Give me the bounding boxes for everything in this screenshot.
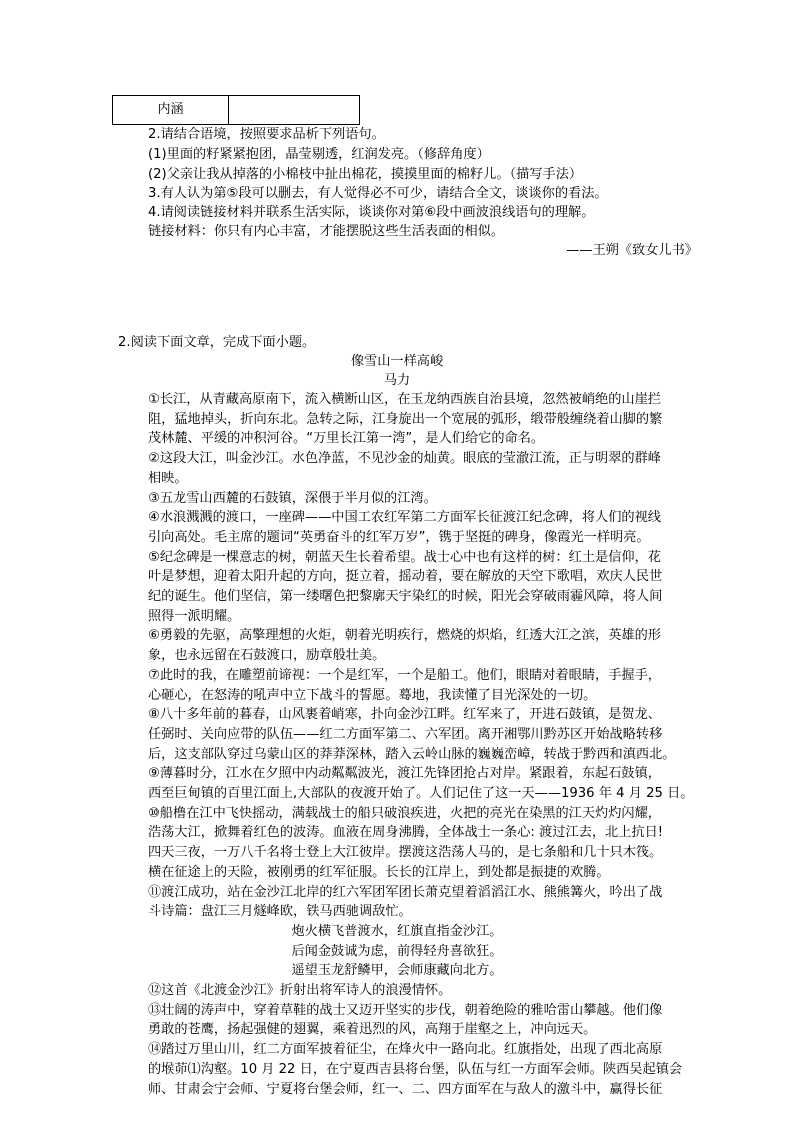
paragraph-line: ⑨薄暮时分，江水在夕照中内动粼粼波光，渡江先锋团抢占对岸。紧跟着，东起石鼓镇， bbox=[148, 766, 661, 782]
paragraph-line: ⑩船橹在江中飞快摇动，满载战士的船只破浪疾进，火把的亮光在染黑的江天灼灼闪耀， bbox=[148, 805, 661, 821]
paragraph-line: ⑪渡江成功，站在金沙江北岸的红六军团军团长萧克望着滔滔江水、熊熊篝火，吟出了战 bbox=[148, 884, 663, 900]
question-3: 3.有人认为第⑤段可以删去，有人觉得必不可少，请结合全文，谈谈你的看法。 bbox=[148, 186, 608, 201]
paragraph-line: ⑥勇毅的先驱，高擎理想的火炬，朝着光明疾行，燃烧的炽焰，红透大江之滨，英雄的形 bbox=[148, 628, 661, 644]
paragraph-line: 师、甘肃会宁会师、宁夏将台堡会师，红一、二、四方面军在与敌人的激斗中，赢得长征 bbox=[148, 1081, 663, 1097]
article-author: 马力 bbox=[383, 373, 411, 388]
question-4: 4.请阅读链接材料并联系生活实际，谈谈你对第⑥段中画波浪线语句的理解。 bbox=[148, 205, 595, 220]
paragraph-line: 心砸心，在怒涛的吼声中立下战斗的誓愿。蓦地，我读懂了目光深处的一切。 bbox=[148, 687, 597, 703]
paragraph-line: 斗诗篇：盘江三月燧峰欧，铁马西驰调敌忙。 bbox=[148, 904, 412, 920]
paragraph-line: 横在征途上的天险，被刚勇的红军征服。长长的江岸上，到处都是振捷的欢腾。 bbox=[148, 864, 610, 880]
paragraph-line: ⑧八十多年前的暮春，山风裹着峭寒，扑向金沙江畔。红军来了，开进石鼓镇，是贺龙、 bbox=[148, 707, 661, 723]
paragraph-line: ⑬壮阔的涛声中，穿着草鞋的战士又迈开坚实的步伐，朝着绝险的雅哈雷山攀越。他们像 bbox=[148, 1002, 663, 1018]
answer-table bbox=[112, 95, 360, 125]
paragraph-line: 引向高处。毛主席的题词“英勇奋斗的红军万岁”，镌于坚挺的碑身，像霞光一样明亮。 bbox=[148, 529, 650, 545]
paragraph-line: 茂林麓、平缓的冲积河谷。“万里长江第一湾”，是人们给它的命名。 bbox=[148, 431, 545, 447]
paragraph-line: 的堠茆⑴沟壑。10 月 22 日，在宁夏西吉县将台堡，队伍与红一方面军会师。陕西吴起镇会 bbox=[148, 1061, 683, 1077]
paragraph-line: 纪的诞生。他们坚信，第一缕曙色把黎廓天宇染红的时候，阳光会穿破雨霾风障，将人间 bbox=[148, 589, 663, 604]
paragraph-line: ①长江，从青藏高原南下，流入横断山区，在玉龙纳西族自治县境，忽然被峭绝的山崖拦 bbox=[148, 392, 661, 407]
paragraph-line: 相映。 bbox=[148, 470, 188, 486]
poem-line: 遥望玉龙舒鳞甲，会师康藏向北方。 bbox=[291, 963, 503, 979]
paragraph-line: 象，也永远留在石鼓渡口，励章般壮美。 bbox=[148, 648, 386, 664]
question-2-prompt: 2.请结合语境，按照要求品析下列语句。 bbox=[148, 127, 385, 142]
paragraph-line: 勇敢的苍鹰，扬起强健的翅翼，乘着迅烈的风，高翔于崖壑之上，冲向远天。 bbox=[148, 1022, 597, 1038]
paragraph-line: 后，这支部队穿过乌蒙山区的莽莽深林，踏入云岭山脉的巍巍峦嶂，转战于黔西和滇西北。 bbox=[148, 746, 676, 762]
paragraph-line: 叶是梦想，迎着太阳升起的方向，挺立着，摇动着，要在解放的天空下歌唱，欢庆人民世 bbox=[148, 569, 663, 585]
paragraph-line: ⑭踏过万里山川，红二方面军披着征尘，在烽火中一路向北。红旗指处，出现了西北高原 bbox=[148, 1042, 663, 1058]
paragraph-line: ⑫这首《北渡金沙江》折射出将军诗人的浪漫情怀。 bbox=[148, 983, 452, 998]
paragraph-line: 阻，猛地掉头，折向东北。急转之际，江身旋出一个宽展的弧形，缎带般缠绕着山脚的繁 bbox=[148, 411, 663, 427]
question-2-item-1: (1)里面的籽紧紧抱团，晶莹剔透，红润发亮。（修辞角度） bbox=[148, 147, 490, 162]
paragraph-line: 任弼时、关向应带的队伍——红二方面军第二、六军团。离开湘鄂川黔苏区开始战略转移 bbox=[148, 726, 663, 742]
paragraph-line: ④水浪溅溅的渡口，一座碑——中国工农红军第二方面军长征渡江纪念碑，将人们的视线 bbox=[148, 510, 661, 526]
table-empty-cell[interactable] bbox=[229, 96, 360, 125]
paragraph-line: 西至巨甸镇的百里江面上,大部队的夜渡开始了。人们记住了这一天——1936 年 4 月 25 日。 bbox=[148, 786, 694, 801]
paragraph-line: 照得一派明耀。 bbox=[148, 608, 241, 624]
table-label-cell: 内涵 bbox=[113, 96, 229, 125]
paragraph-line: ③五龙雪山西麓的石鼓镇，深偎于半月似的江湾。 bbox=[148, 490, 437, 506]
paragraph-line: ②这段大江，叫金沙江。水色净蓝，不见沙金的灿黄。眼底的莹澈江流，正与明翠的群峰 bbox=[148, 451, 661, 467]
link-material: 链接材料：你只有内心丰富，才能摆脱这些生活表面的相似。 bbox=[148, 224, 505, 239]
paragraph-line: ⑤纪念碑是一棵意志的树，朝蓝天生长着希望。战士心中也有这样的树：红土是信仰，花 bbox=[148, 549, 661, 565]
question-2-item-2: (2)父亲让我从掉落的小棉枝中扯出棉花，摸摸里面的棉籽儿。（描写手法） bbox=[148, 167, 583, 182]
link-material-source: ——王朔《致女儿书》 bbox=[566, 243, 698, 258]
poem-line: 炮火横飞普渡水，红旗直指金沙江。 bbox=[291, 923, 503, 939]
article-title: 像雪山一样高峻 bbox=[350, 354, 444, 369]
reading-intro: 2.阅读下面文章，完成下面小题。 bbox=[118, 335, 316, 350]
poem-line: 后闻金鼓诚为虑，前得轻舟喜欲狂。 bbox=[291, 943, 503, 959]
paragraph-line: 四天三夜，一万八千名将士登上大江彼岸。摆渡这浩荡人马的，是七条船和几十只木筏。 bbox=[148, 845, 663, 861]
paragraph-line: ⑦此时的我，在雕塑前谛视：一个是红军，一个是船工。他们，眼睛对着眼睛，手握手， bbox=[148, 667, 661, 683]
paragraph-line: 浩荡大江，掀舞着红色的波涛。血液在周身沸腾，全体战士一条心: 渡过江去，北上抗日! bbox=[148, 825, 664, 841]
